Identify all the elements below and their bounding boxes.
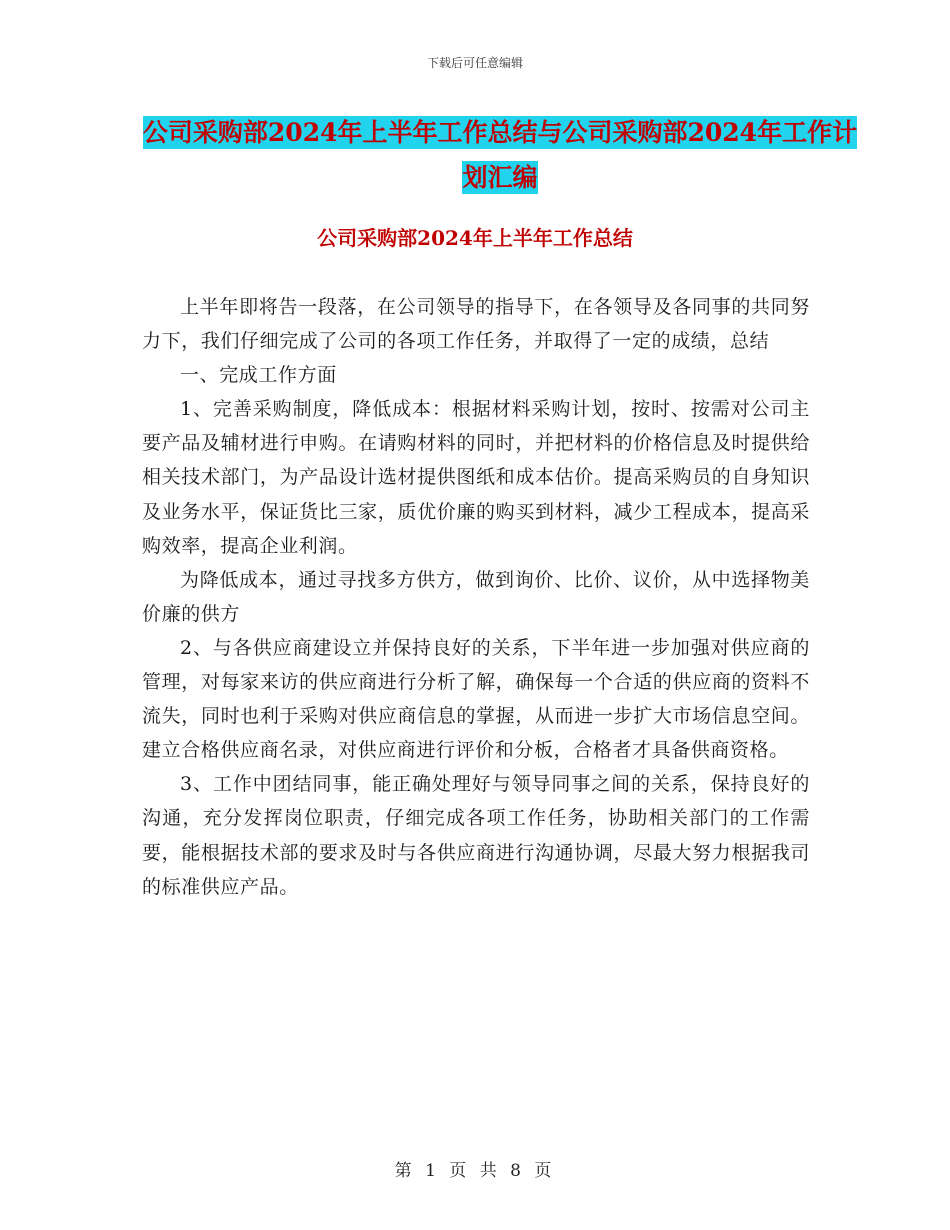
paragraph-item-1: 1、完善采购制度，降低成本：根据材料采购计划，按时、按需对公司主要产品及辅材进行申购。在请购材料的同时，并把材料的价格信息及时提供给相关技术部门，为产品设计选材提供图纸和成本估价。提高采购员的自身知识及业务水平，保证货比三家，质优价廉的购买到材料，减少工程成本，提高采购效率，提高企业利润。 xyxy=(142,398,810,557)
page-footer: 第 1 页 共 8 页 xyxy=(394,1161,556,1181)
header-note: 下载后可任意编辑 xyxy=(426,56,523,70)
paragraph-cost-reduction: 为降低成本，通过寻找多方供方，做到询价、比价、议价，从中选择物美价廉的供方 xyxy=(142,568,810,625)
paragraph-item-3: 3、工作中团结同事，能正确处理好与领导同事之间的关系，保持良好的沟通，充分发挥岗位职责，仔细完成各项工作任务，协助相关部门的工作需要，能根据技术部的要求及时与各供应商进行沟通协调，尽最大努力根据我司的标准供应产品。 xyxy=(142,773,810,898)
document-body xyxy=(142,290,810,904)
document-title-text: 公司采购部2024年上半年工作总结与公司采购部2024年工作计划汇编 xyxy=(142,118,858,192)
paragraph-heading-work: 一、完成工作方面 xyxy=(180,364,337,387)
section-title: 公司采购部2024年上半年工作总结 xyxy=(317,226,633,250)
paragraph-intro: 上半年即将告一段落，在公司领导的指导下，在各领导及各同事的共同努力下，我们仔细完成了公司的各项工作任务，并取得了一定的成绩，总结 xyxy=(142,296,810,353)
document-title xyxy=(140,110,860,200)
paragraph-item-2: 2、与各供应商建设立并保持良好的关系，下半年进一步加强对供应商的管理，对每家来访的供应商进行分析了解，确保每一个合适的供应商的资料不流失，同时也利于采购对供应商信息的掌握，从而进一步扩大市场信息空间。建立合格供应商名录，对供应商进行评价和分板，合格者才具备供商资格。 xyxy=(142,636,810,762)
